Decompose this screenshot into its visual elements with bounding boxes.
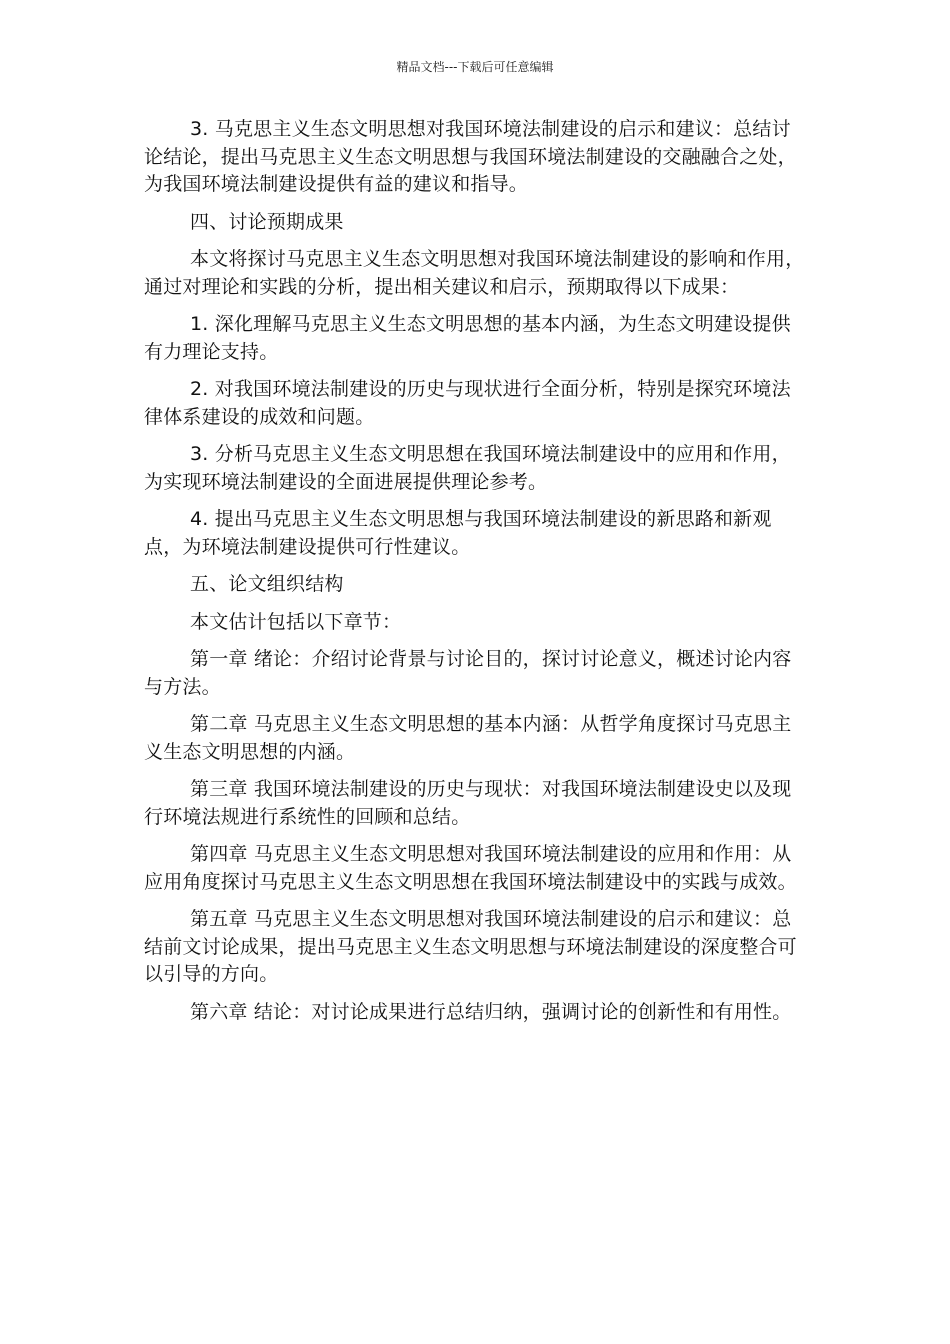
- paragraph-result-item-4: 4. 提出马克思主义生态文明思想与我国环境法制建设的新思路和新观点，为环境法制建设提供可行性建议。: [144, 508, 772, 558]
- paragraph-structure-intro: 本文估计包括以下章节：: [190, 610, 402, 633]
- section-heading-structure: 五、论文组织结构: [190, 573, 344, 595]
- section-heading-expected-results: 四、讨论预期成果: [190, 210, 344, 233]
- paragraph-conclusion-item-3: 3. 马克思主义生态文明思想对我国环境法制建设的启示和建议：总结讨论结论，提出马克思主义生态文明思想与我国环境法制建设的交融融合之处，为我国环境法制建设提供有益的建议和指导。: [144, 118, 797, 195]
- paragraph-chapter-1: 第一章 绪论：介绍讨论背景与讨论目的，探讨讨论意义，概述讨论内容与方法。: [144, 648, 792, 698]
- page-header: 精品文档---下载后可任意编辑: [396, 60, 554, 74]
- document-body: [144, 116, 808, 1036]
- paragraph-chapter-4: 第四章 马克思主义生态文明思想对我国环境法制建设的应用和作用：从应用角度探讨马克思主义生态文明思想在我国环境法制建设中的实践与成效。: [144, 843, 797, 893]
- paragraph-expected-results-intro: 本文将探讨马克思主义生态文明思想对我国环境法制建设的影响和作用，通过对理论和实践的分析，提出相关建议和启示，预期取得以下成果：: [144, 248, 805, 298]
- paragraph-chapter-3: 第三章 我国环境法制建设的历史与现状：对我国环境法制建设史以及现行环境法规进行系统性的回顾和总结。: [144, 778, 792, 828]
- paragraph-result-item-2: 2. 对我国环境法制建设的历史与现状进行全面分析，特别是探究环境法律体系建设的成效和问题。: [144, 378, 791, 428]
- paragraph-chapter-6: 第六章 结论：对讨论成果进行总结归纳，强调讨论的创新性和有用性。: [190, 1000, 792, 1023]
- paragraph-chapter-5: 第五章 马克思主义生态文明思想对我国环境法制建设的启示和建议：总结前文讨论成果，提出马克思主义生态文明思想与环境法制建设的深度整合可以引导的方向。: [144, 908, 797, 985]
- paragraph-result-item-1: 1. 深化理解马克思主义生态文明思想的基本内涵，为生态文明建设提供有力理论支持。: [144, 313, 791, 363]
- paragraph-chapter-2: 第二章 马克思主义生态文明思想的基本内涵：从哲学角度探讨马克思主义生态文明思想的内涵。: [144, 713, 792, 763]
- paragraph-result-item-3: 3. 分析马克思主义生态文明思想在我国环境法制建设中的应用和作用，为实现环境法制建设的全面进展提供理论参考。: [144, 443, 791, 493]
